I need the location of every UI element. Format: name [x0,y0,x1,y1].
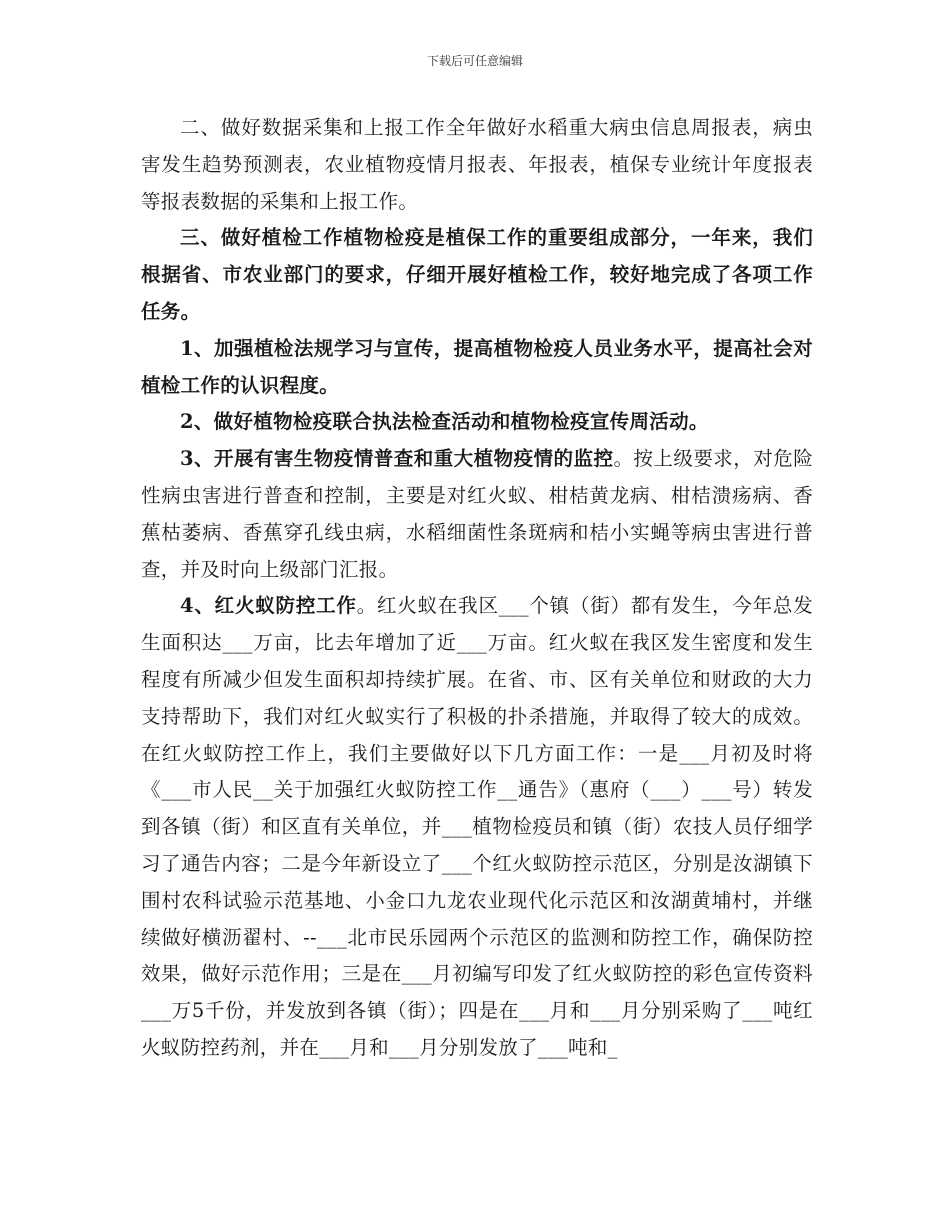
paragraph-text: 二、做好数据采集和上报工作全年做好水稻重大病虫信息周报表，病虫害发生趋势预测表，农业植物疫情月报表、年报表，植保专业统计年度报表等报表数据的采集和上报工作。 [141,116,813,213]
header-note: 下载后可任意编辑 [426,54,523,68]
paragraph-lead: 2、做好植物检疫联合执法检查活动和植物检疫宣传周活动。 [180,410,709,434]
paragraph-lead: 1、加强植检法规学习与宣传，提高植物检疫人员业务水平，提高社会对植检工作的认识程度。 [141,336,813,397]
document-body [141,110,813,1067]
paragraph-lead: 3、开展有害生物疫情普查和重大植物疫情的监控 [180,447,614,471]
paragraph-item-2 [141,404,813,441]
paragraph-lead: 4、红火蚁防控工作 [180,594,357,618]
paragraph-text: 。红火蚁在我区___个镇（街）都有发生，今年总发生面积达___万亩，比去年增加了近___万亩。红火蚁在我区发生密度和发生程度有所减少但发生面积却持续扩展。在省、市、区有关单位和财政的大力支持帮助下，我们对红火蚁实行了积极的扑杀措施，并取得了较大的成效。在红火蚁防控工作上，我们主要做好以下几方面工作：一是___月初及时将《___市人民__关于加强红火蚁防控工作__通告》（惠府（___）___号）转发到各镇（街）和区直有关单位，并___植物检疫员和镇（街）农技人员仔细学习了通告内容；二是今年新设立了___个红火蚁防控示范区，分别是汝湖镇下围村农科试验示范基地、小金口九龙农业现代化示范区和汝湖黄埔村，并继续做好横沥翟村、--___北市民乐园两个示范区的监测和防控工作，确保防控效果，做好示范作用；三是在___月初编写印发了红火蚁防控的彩色宣传资料___万5千份，并发放到各镇（街）；四是在___月和___月分别采购了___吨红火蚁防控药剂，并在___月和___月分别发放了___吨和_ [141,594,813,1059]
paragraph-item-4 [141,588,813,1066]
paragraph-plant-quarantine [141,220,813,330]
paragraph-data-collection [141,110,813,220]
paragraph-item-1 [141,331,813,405]
paragraph-text: 。按上级要求，对危险性病虫害进行普查和控制，主要是对红火蚁、柑桔黄龙病、柑桔溃疡病、香蕉枯萎病、香蕉穿孔线虫病，水稻细菌性条斑病和桔小实蝇等病虫害进行普查，并及时向上级部门汇报。 [141,447,813,581]
paragraph-lead: 三、做好植检工作植物检疫是植保工作的重要组成部分，一年来，我们根据省、市农业部门的要求，仔细开展好植检工作，较好地完成了各项工作任务。 [141,226,813,323]
paragraph-item-3 [141,441,813,588]
